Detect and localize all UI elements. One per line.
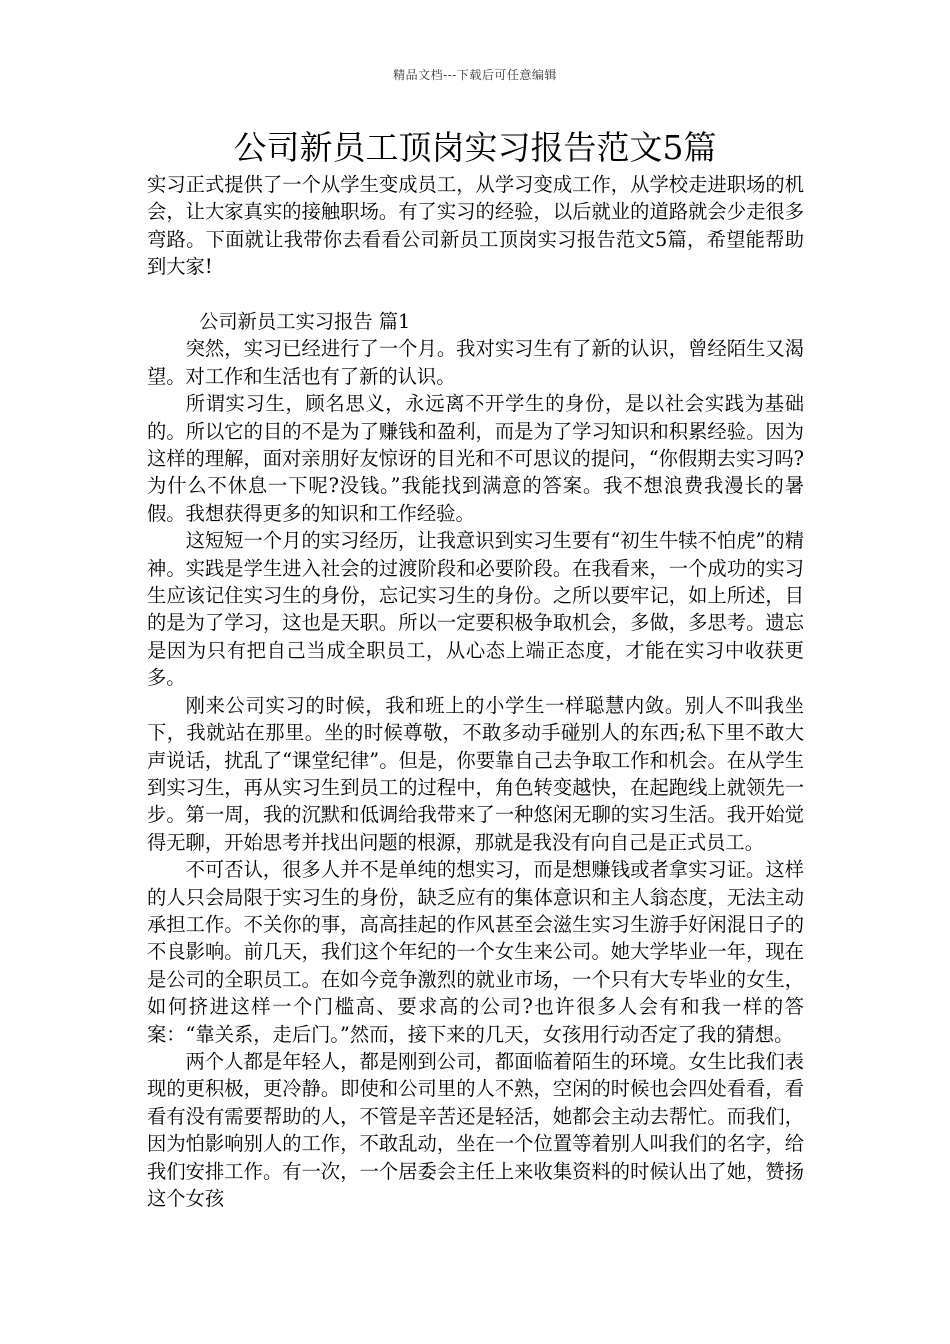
document-title: 公司新员工顶岗实习报告范文5篇 bbox=[233, 128, 717, 167]
body-paragraph: 这短短一个月的实习经历，让我意识到实习生要有“初生牛犊不怕虎”的精神。实践是学生进入社会的过渡阶段和必要阶段。在我看来，一个成功的实习生应该记住实习生的身份，忘记实习生的身份。之所以要牢记，如上所述，目的是为了学习，这也是天职。所以一定要积极争取机会，多做，多思考。遗忘是因为只有把自己当成全职员工，从心态上端正态度，才能在实习中收获更多。 bbox=[147, 529, 804, 690]
section-heading: 公司新员工实习报告 篇1 bbox=[199, 310, 411, 334]
header-note: 精品文档---下载后可任意编辑 bbox=[393, 68, 557, 82]
body-paragraph: 刚来公司实习的时候，我和班上的小学生一样聪慧内敛。别人不叫我坐下，我就站在那里。坐的时候尊敬，不敢多动手碰别人的东西;私下里不敢大声说话，扰乱了“课堂纪律”。但是，你要靠自己去争取工作和机会。在从学生到实习生，再从实习生到员工的过程中，角色转变越快，在起跑线上就领先一步。第一周，我的沉默和低调给我带来了一种悠闲无聊的实习生活。我开始觉得无聊，开始思考并找出问题的根源，那就是我没有向自己是正式员工。 bbox=[147, 693, 804, 854]
body-paragraph: 两个人都是年轻人，都是刚到公司，都面临着陌生的环境。女生比我们表现的更积极，更冷静。即使和公司里的人不熟，空闲的时候也会四处看看，看看有没有需要帮助的人，不管是辛苦还是轻活，她都会主动去帮忙。而我们，因为怕影响别人的工作，不敢乱动，坐在一个位置等着别人叫我们的名字，给我们安排工作。有一次，一个居委会主任上来收集资料的时候认出了她，赞扬这个女孩 bbox=[147, 1049, 804, 1211]
blank-line bbox=[147, 281, 804, 308]
intro-paragraph: 实习正式提供了一个从学生变成员工，从学习变成工作，从学校走进职场的机会，让大家真实的接触职场。有了实习的经验，以后就业的道路就会少走很多弯路。下面就让我带你去看看公司新员工顶岗实习报告范文5篇，希望能帮助到大家! bbox=[147, 173, 804, 279]
document-body bbox=[147, 171, 804, 1212]
body-paragraph: 所谓实习生，顾名思义，永远离不开学生的身份，是以社会实践为基础的。所以它的目的不是为了赚钱和盈利，而是为了学习知识和积累经验。因为这样的理解，面对亲朋好友惊讶的目光和不可思议的提问，“你假期去实习吗?为什么不休息一下呢?没钱。”我能找到满意的答案。我不想浪费我漫长的暑假。我想获得更多的知识和工作经验。 bbox=[147, 392, 804, 525]
body-paragraph: 不可否认，很多人并不是单纯的想实习，而是想赚钱或者拿实习证。这样的人只会局限于实习生的身份，缺乏应有的集体意识和主人翁态度，无法主动承担工作。不关你的事，高高挂起的作风甚至会滋生实习生游手好闲混日子的不良影响。前几天，我们这个年纪的一个女生来公司。她大学毕业一年，现在是公司的全职员工。在如今竞争激烈的就业市场，一个只有大专毕业的女生，如何挤进这样一个门槛高、要求高的公司?也许很多人会有和我一样的答案：“靠关系，走后门。”然而，接下来的几天，女孩用行动否定了我的猜想。 bbox=[147, 858, 804, 1046]
body-paragraph: 突然，实习已经进行了一个月。我对实习生有了新的认识，曾经陌生又渴望。对工作和生活也有了新的认识。 bbox=[147, 337, 804, 388]
